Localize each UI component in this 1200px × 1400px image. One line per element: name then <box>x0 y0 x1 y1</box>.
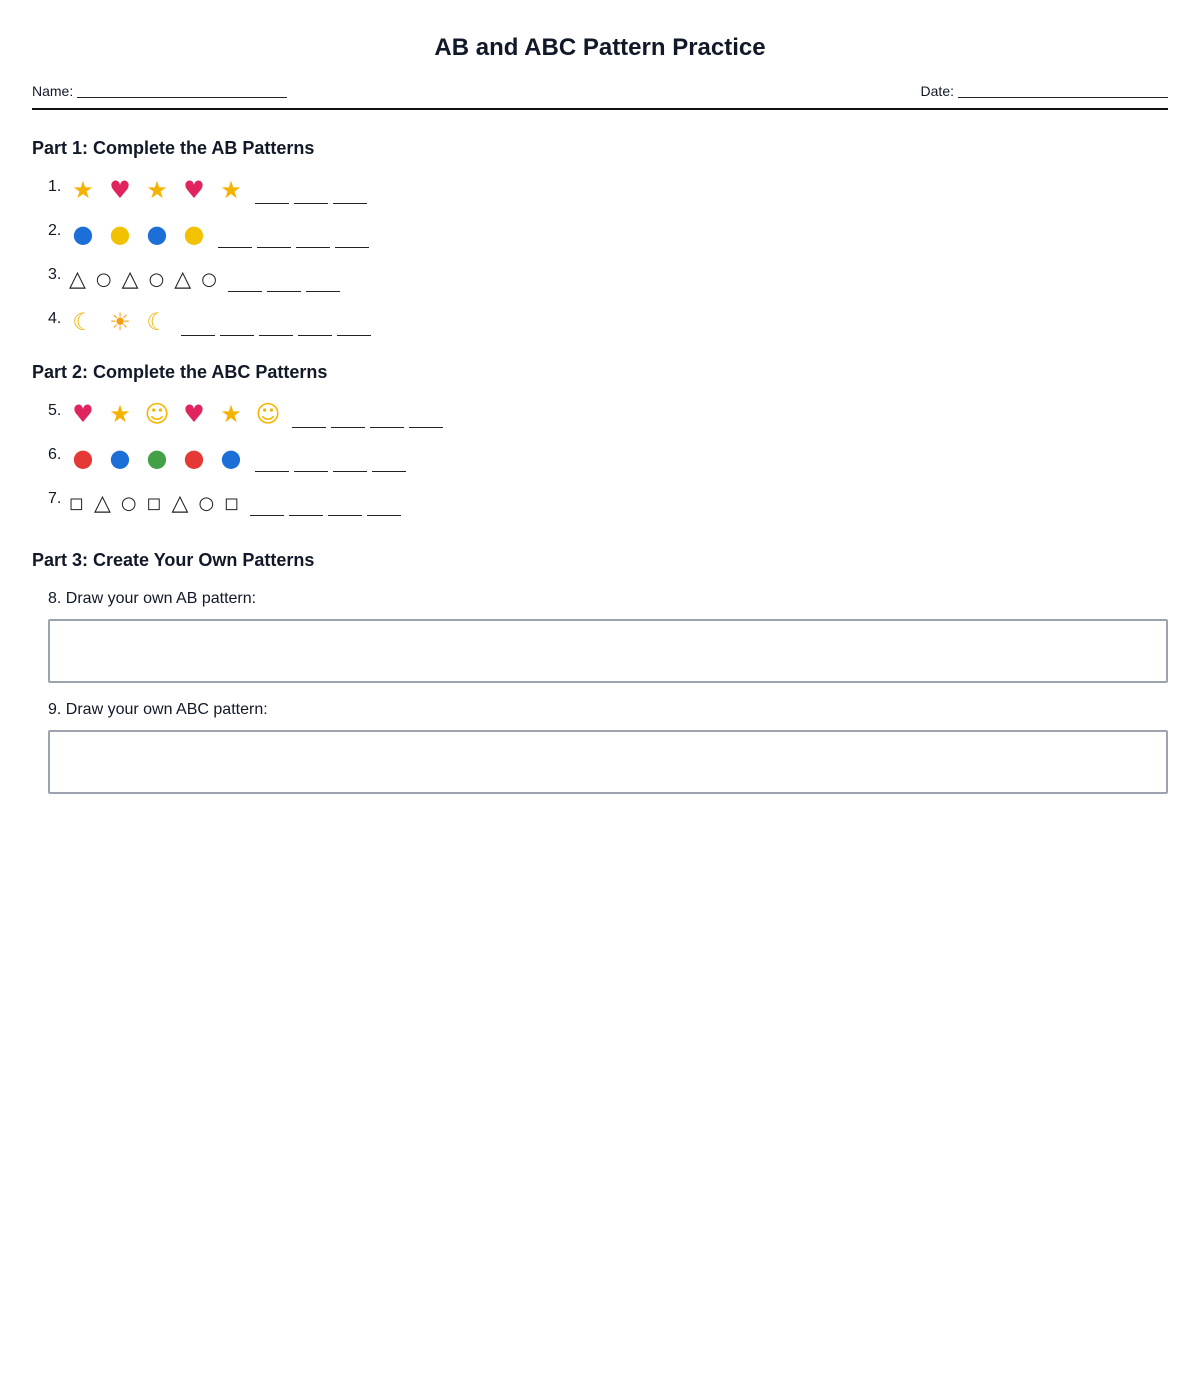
worksheet-page <box>32 0 1168 794</box>
heart-icon: ♥ <box>183 400 205 428</box>
pattern-item <box>32 392 1168 436</box>
pattern-item <box>32 436 1168 480</box>
part1-items <box>32 168 1168 344</box>
heart-icon: ♥ <box>183 176 205 204</box>
circle-icon: ○ <box>201 269 217 290</box>
circle-icon: ○ <box>148 269 165 290</box>
pattern-item <box>32 168 1168 212</box>
answer-blank[interactable] <box>289 497 323 516</box>
green-circle-icon: ● <box>146 444 168 472</box>
triangle-icon: △ <box>174 267 192 292</box>
answer-blank[interactable] <box>181 317 215 336</box>
pattern-item <box>32 300 1168 344</box>
sun-icon: ☀ <box>109 308 131 336</box>
triangle-icon: △ <box>171 491 189 516</box>
answer-blank[interactable] <box>335 229 369 248</box>
smile-icon: ☺ <box>144 400 170 428</box>
item-number: 2. <box>48 222 62 239</box>
star-icon: ★ <box>109 400 131 428</box>
heart-icon: ♥ <box>109 176 131 204</box>
blue-circle-icon: ● <box>220 444 242 472</box>
triangle-icon: △ <box>93 491 111 516</box>
abc-pattern-drawing-box[interactable] <box>48 730 1168 794</box>
answer-blank[interactable] <box>370 409 404 428</box>
item-number: 5. <box>48 402 62 419</box>
header-fields <box>32 79 1168 99</box>
triangle-icon: △ <box>121 267 139 292</box>
star-icon: ★ <box>72 176 94 204</box>
circle-icon: ○ <box>120 493 137 514</box>
item-number: 1. <box>48 178 62 195</box>
heart-icon: ♥ <box>72 400 94 428</box>
blue-circle-icon: ● <box>109 444 131 472</box>
header-divider <box>32 108 1168 110</box>
square-icon: ◻ <box>224 493 240 514</box>
star-icon: ★ <box>146 176 168 204</box>
answer-blank[interactable] <box>250 497 284 516</box>
ab-pattern-drawing-box[interactable] <box>48 619 1168 683</box>
answer-blank[interactable] <box>220 317 254 336</box>
answer-blank[interactable] <box>333 453 367 472</box>
moon-icon: ☾ <box>146 308 168 336</box>
answer-blank[interactable] <box>292 409 326 428</box>
part3-heading: Part 3: Create Your Own Patterns <box>32 550 315 570</box>
red-circle-icon: ● <box>183 444 205 472</box>
name-field <box>32 83 287 99</box>
circle-icon: ○ <box>198 493 215 514</box>
square-icon: ◻ <box>146 493 162 514</box>
item-number: 4. <box>48 310 62 327</box>
smile-icon: ☺ <box>255 400 281 428</box>
date-label: Date: <box>920 83 954 99</box>
answer-blank[interactable] <box>267 273 301 292</box>
answer-blank[interactable] <box>228 273 262 292</box>
moon-icon: ☾ <box>72 308 94 336</box>
pattern-item <box>32 212 1168 256</box>
page-title: AB and ABC Pattern Practice <box>434 34 766 61</box>
blue-circle-icon: ● <box>72 220 94 248</box>
red-circle-icon: ● <box>72 444 94 472</box>
triangle-icon: △ <box>69 267 86 292</box>
answer-blank[interactable] <box>333 185 367 204</box>
date-field <box>921 83 1168 99</box>
item-number: 3. <box>48 266 62 283</box>
star-icon: ★ <box>220 176 242 204</box>
answer-blank[interactable] <box>337 317 371 336</box>
circle-icon: ○ <box>95 269 112 290</box>
prompt-ab-pattern: 8. Draw your own AB pattern: <box>48 590 257 607</box>
date-blank-line[interactable] <box>958 83 1168 98</box>
square-icon: ◻ <box>69 493 84 514</box>
item-number: 7. <box>48 490 62 507</box>
star-icon: ★ <box>220 400 242 428</box>
name-label: Name: <box>32 83 74 99</box>
answer-blank[interactable] <box>255 453 289 472</box>
prompt-abc-pattern: 9. Draw your own ABC pattern: <box>48 701 268 718</box>
answer-blank[interactable] <box>306 273 340 292</box>
yellow-circle-icon: ● <box>109 220 131 248</box>
answer-blank[interactable] <box>255 185 289 204</box>
answer-blank[interactable] <box>294 453 328 472</box>
answer-blank[interactable] <box>409 409 443 428</box>
answer-blank[interactable] <box>257 229 291 248</box>
answer-blank[interactable] <box>367 497 401 516</box>
part2-heading: Part 2: Complete the ABC Patterns <box>32 362 328 382</box>
answer-blank[interactable] <box>298 317 332 336</box>
answer-blank[interactable] <box>294 185 328 204</box>
part1-heading: Part 1: Complete the AB Patterns <box>32 138 315 158</box>
answer-blank[interactable] <box>331 409 365 428</box>
part2-items <box>32 392 1168 524</box>
pattern-item <box>32 256 1168 300</box>
answer-blank[interactable] <box>372 453 406 472</box>
item-number: 6. <box>48 446 62 463</box>
answer-blank[interactable] <box>259 317 293 336</box>
blue-circle-icon: ● <box>146 220 168 248</box>
yellow-circle-icon: ● <box>183 220 205 248</box>
pattern-item <box>32 480 1168 524</box>
name-blank-line[interactable] <box>77 83 287 98</box>
answer-blank[interactable] <box>218 229 252 248</box>
answer-blank[interactable] <box>328 497 362 516</box>
answer-blank[interactable] <box>296 229 330 248</box>
